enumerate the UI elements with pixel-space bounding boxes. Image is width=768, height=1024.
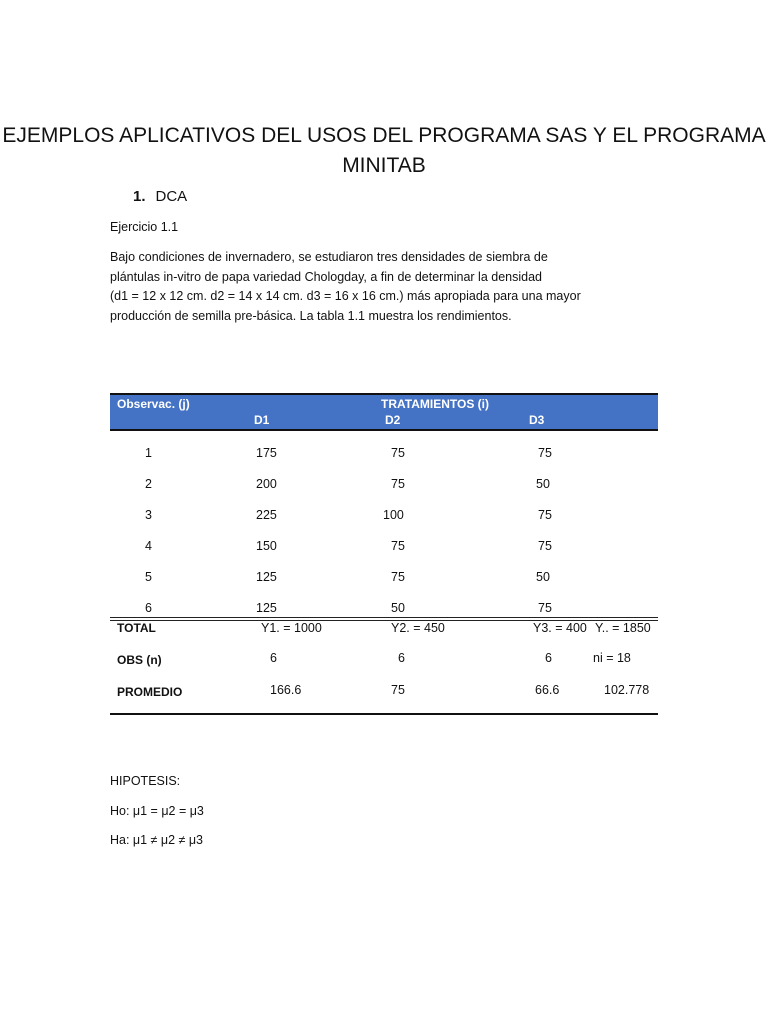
cell-d1: 225 xyxy=(256,508,277,522)
total-d1: Y1. = 1000 xyxy=(261,621,322,635)
mean-d2: 75 xyxy=(391,683,405,697)
obs-d3: 6 xyxy=(545,651,552,665)
cell-d3: 75 xyxy=(538,446,552,460)
cell-d3: 75 xyxy=(538,601,552,615)
cell-d3: 50 xyxy=(536,477,550,491)
cell-obs: 6 xyxy=(145,601,152,615)
intro-line: (d1 = 12 x 12 cm. d2 = 14 x 14 cm. d3 = 16 x 16 cm.) más apropiada para una mayor xyxy=(110,289,581,303)
cell-d3: 75 xyxy=(538,539,552,553)
header-d1: D1 xyxy=(254,413,270,427)
header-treatments: TRATAMIENTOS (i) xyxy=(381,397,489,411)
obs-d1: 6 xyxy=(270,651,277,665)
cell-obs: 5 xyxy=(145,570,152,584)
cell-d2: 75 xyxy=(391,570,405,584)
intro-paragraph xyxy=(110,248,650,326)
cell-obs: 2 xyxy=(145,477,152,491)
obs-label: OBS (n) xyxy=(117,653,162,667)
total-label: TOTAL xyxy=(117,621,156,635)
cell-d2: 100 xyxy=(383,508,404,522)
section-label: DCA xyxy=(155,188,188,205)
hypothesis-null: Ho: μ1 = μ2 = μ3 xyxy=(110,804,204,818)
cell-d2: 75 xyxy=(391,446,405,460)
obs-d2: 6 xyxy=(398,651,405,665)
page-title: EJEMPLOS APLICATIVOS DEL USOS DEL PROGRAMA SAS Y EL PROGRAMA MINITAB xyxy=(2,124,766,177)
cell-obs: 3 xyxy=(145,508,152,522)
intro-line: Bajo condiciones de invernadero, se estudiaron tres densidades de siembra de xyxy=(110,250,548,264)
obs-grand: ni = 18 xyxy=(593,651,631,665)
cell-d1: 150 xyxy=(256,539,277,553)
cell-d3: 75 xyxy=(538,508,552,522)
section-heading xyxy=(133,188,187,205)
cell-obs: 1 xyxy=(145,446,152,460)
cell-d1: 200 xyxy=(256,477,277,491)
table-header xyxy=(110,393,658,431)
mean-d1: 166.6 xyxy=(270,683,302,697)
exercise-label: Ejercicio 1.1 xyxy=(110,220,179,234)
total-d2: Y2. = 450 xyxy=(391,621,445,635)
mean-grand: 102.778 xyxy=(604,683,650,697)
section-number: 1. xyxy=(133,188,146,205)
header-d3: D3 xyxy=(529,413,545,427)
header-observations: Observac. (j) xyxy=(117,397,190,411)
cell-obs: 4 xyxy=(145,539,152,553)
cell-d1: 125 xyxy=(256,601,277,615)
hypothesis-alternative: Ha: μ1 ≠ μ2 ≠ μ3 xyxy=(110,833,203,847)
cell-d1: 175 xyxy=(256,446,277,460)
cell-d1: 125 xyxy=(256,570,277,584)
hypothesis-heading: HIPOTESIS: xyxy=(110,774,181,788)
mean-label: PROMEDIO xyxy=(117,685,183,699)
mean-d3: 66.6 xyxy=(535,683,560,697)
header-d2: D2 xyxy=(385,413,401,427)
cell-d2: 50 xyxy=(391,601,405,615)
cell-d3: 50 xyxy=(536,570,550,584)
intro-line: plántulas in-vitro de papa variedad Chologday, a fin de determinar la densidad xyxy=(110,269,542,284)
intro-line: producción de semilla pre-básica. La tabla 1.1 muestra los rendimientos. xyxy=(110,308,512,323)
cell-d2: 75 xyxy=(391,539,405,553)
total-grand: Y.. = 1850 xyxy=(595,621,651,635)
total-d3: Y3. = 400 xyxy=(533,621,587,635)
table-bottom-rule xyxy=(110,713,658,715)
cell-d2: 75 xyxy=(391,477,405,491)
